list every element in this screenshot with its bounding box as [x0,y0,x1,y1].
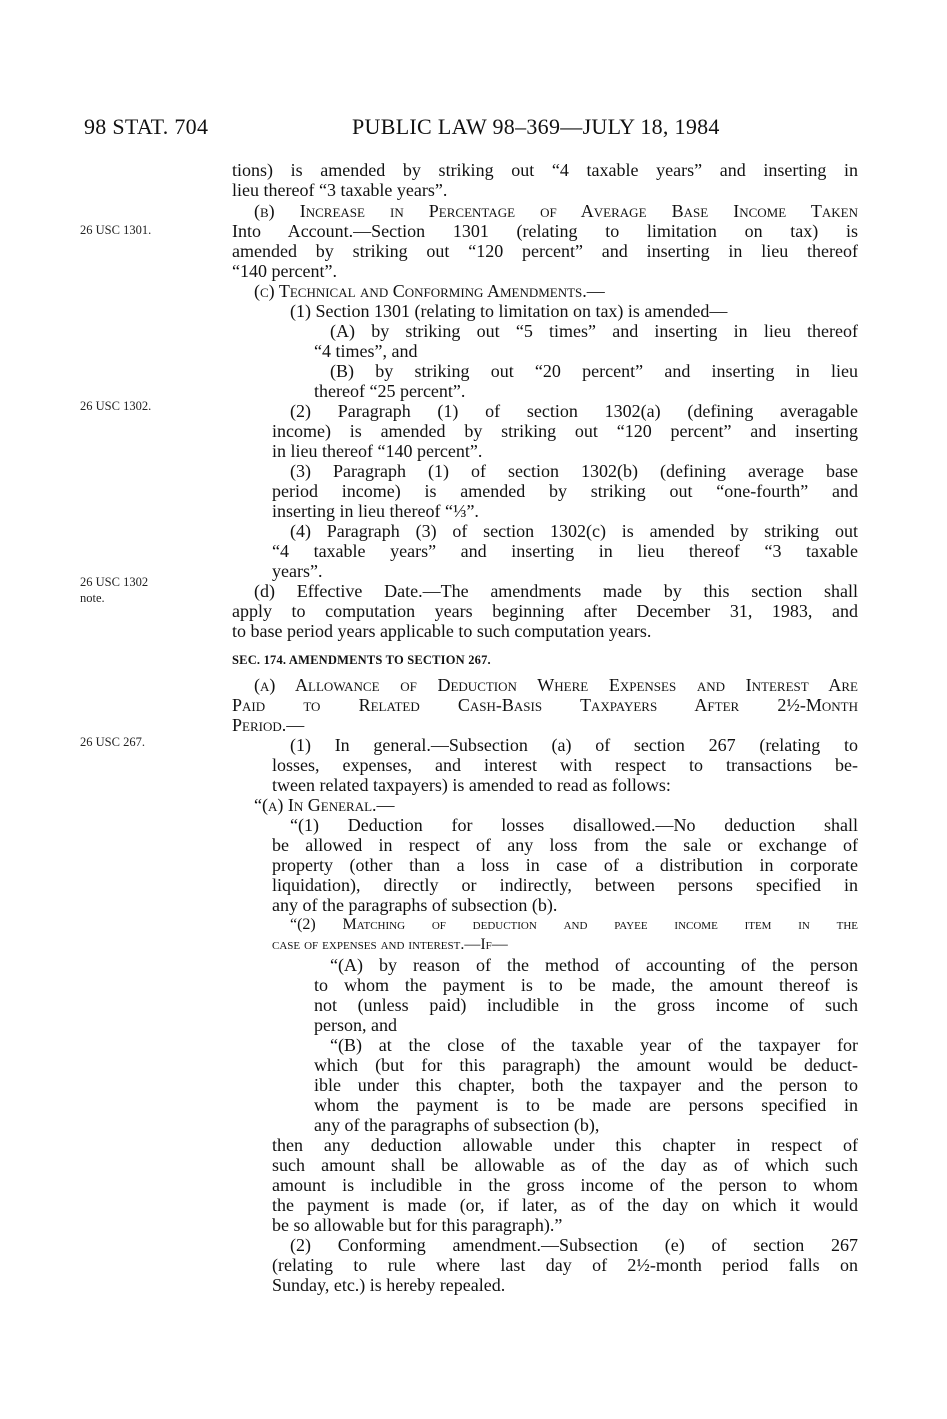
subsection-heading: Paid to Related Cash-Basis Taxpayers After 2½-Month [232,695,858,715]
stat-page-number: 98 STAT. 704 [84,114,209,139]
text-line: to whom the payment is to be made, the amount thereof is [314,975,858,995]
subsection-heading: (b) Increase in Percentage of Average Base Income Taken [254,201,858,221]
text-line: any of the paragraphs of subsection (b). [272,895,558,915]
subsection-heading: (a) Allowance of Deduction Where Expenses and Interest Are [254,675,858,695]
margin-citation: 26 USC 1301. [80,223,152,237]
text-line: which (but for this paragraph) the amount would be deduct- [314,1055,858,1075]
text-line: (1) Section 1301 (relating to limitation on tax) is amended— [290,301,728,321]
text-line: (A) by striking out “5 times” and inserting in lieu thereof [330,321,858,341]
text-line: tions) is amended by striking out “4 taxable years” and inserting in [232,160,858,180]
paragraph-heading: “(2) Matching of deduction and payee income item in the [290,916,858,933]
subsection-heading: Period.— [232,715,305,735]
paragraph-heading: case of expenses and interest.—If— [272,936,508,953]
text-line: not (unless paid) includible in the gross income of such [314,995,858,1015]
text-line: whom the payment is to be made are persons specified in [314,1095,858,1115]
text-line: any of the paragraphs of subsection (b), [314,1115,600,1135]
subsection-heading: “(a) In General.— [254,795,395,815]
text-line: “4 times”, and [314,341,418,361]
text-line: “140 percent”. [232,261,337,281]
text-line: ible under this chapter, both the taxpayer and the person to [314,1075,858,1095]
text-line: property (other than a loss in case of a distribution in corporate [272,855,858,875]
text-line: income) is amended by striking out “120 percent” and inserting [272,421,858,441]
margin-citation-note: note. [80,591,105,605]
text-line: apply to computation years beginning after December 31, 1983, and [232,601,858,621]
text-line: amount is includible in the gross income of the person to whom [272,1175,858,1195]
text-line: (4) Paragraph (3) of section 1302(c) is amended by striking out [290,521,858,541]
text-line: “(A) by reason of the method of accounting of the person [330,955,858,975]
margin-citation: 26 USC 1302. [80,399,152,413]
text-line: be so allowable but for this paragraph).” [272,1215,563,1235]
text-line: “(1) Deduction for losses disallowed.—No deduction shall [290,815,858,835]
text-line: tween related taxpayers) is amended to read as follows: [272,775,671,795]
text-line: such amount shall be allowable as of the day as of which such [272,1155,858,1175]
text-line: “4 taxable years” and inserting in lieu thereof “3 taxable [272,541,858,561]
text-line: (2) Conforming amendment.—Subsection (e) of section 267 [290,1235,858,1255]
text-line: in lieu thereof “140 percent”. [272,441,483,461]
text-line: to base period years applicable to such computation years. [232,621,652,641]
margin-citation: 26 USC 267. [80,735,145,749]
subsection-heading: (c) Technical and Conforming Amendments.— [254,281,605,301]
text-line: inserting in lieu thereof “⅓”. [272,501,479,521]
subsection-heading: (d) Effective Date.—The amendments made by this section shall [254,581,858,601]
text-line: (1) In general.—Subsection (a) of section 267 (relating to [290,735,858,755]
text-line: the payment is made (or, if later, as of the day on which it would [272,1195,858,1215]
running-header-title: PUBLIC LAW 98–369—JULY 18, 1984 [352,114,720,139]
text-line: Into Account.—Section 1301 (relating to limitation on tax) is [232,221,858,241]
text-line: liquidation), directly or indirectly, between persons specified in [272,875,858,895]
text-line: (3) Paragraph (1) of section 1302(b) (defining average base [290,461,858,481]
text-line: “(B) at the close of the taxable year of the taxpayer for [330,1035,858,1055]
text-line: be allowed in respect of any loss from the sale or exchange of [272,835,858,855]
text-line: (B) by striking out “20 percent” and inserting in lieu [330,361,858,381]
text-line: thereof “25 percent”. [314,381,466,401]
text-line: years”. [272,561,323,581]
text-line: period income) is amended by striking out “one-fourth” and [272,481,858,501]
text-line: person, and [314,1015,397,1035]
text-line: then any deduction allowable under this chapter in respect of [272,1135,858,1155]
margin-citation: 26 USC 1302 [80,575,149,589]
text-line: Sunday, etc.) is hereby repealed. [272,1275,506,1295]
text-line: (2) Paragraph (1) of section 1302(a) (defining averagable [290,401,858,421]
text-line: (relating to rule where last day of 2½-month period falls on [272,1255,858,1275]
text-line: lieu thereof “3 taxable years”. [232,180,448,200]
section-heading: SEC. 174. AMENDMENTS TO SECTION 267. [232,653,491,667]
text-line: losses, expenses, and interest with respect to transactions be- [272,755,858,775]
text-line: amended by striking out “120 percent” and inserting in lieu thereof [232,241,858,261]
